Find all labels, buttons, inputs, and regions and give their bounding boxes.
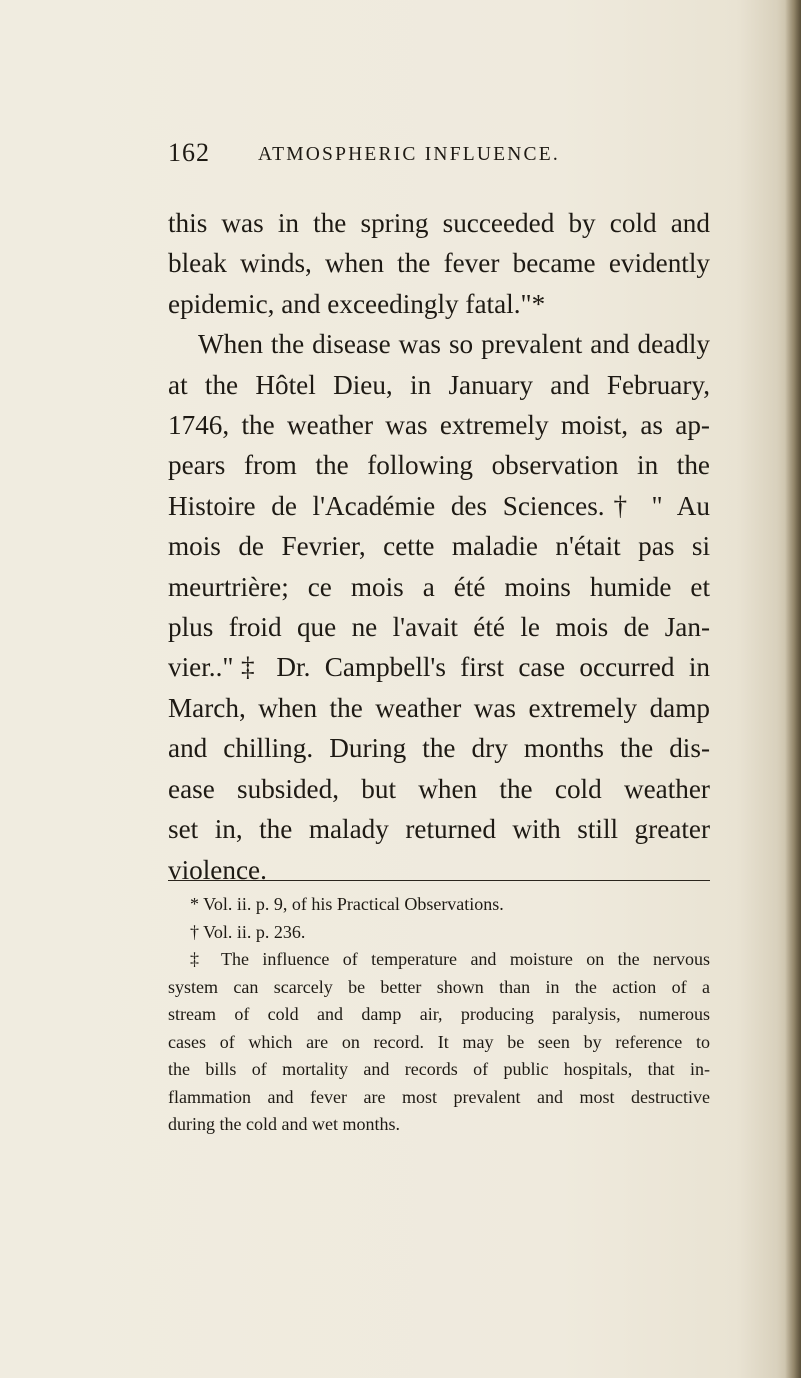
body-line: this was in the spring succeeded by cold and (168, 208, 710, 238)
footnote-line: the bills of mortality and records of public hospitals, that in- (168, 1059, 710, 1079)
page-number: 162 (168, 138, 210, 167)
footnote-line: cases of which are on record. It may be seen by reference to (168, 1031, 710, 1052)
footnote-line: flammation and fever are most prevalent and most destructive (168, 1086, 710, 1107)
footnote-line: system can scarcely be better shown than in the action of a (168, 976, 710, 997)
body-line: set in, the malady returned with still greater (168, 814, 710, 845)
footnote-line: ‡ The influence of temperature and moisture on the nervous (190, 949, 710, 969)
footnote-line: during the cold and wet months. (168, 1114, 400, 1134)
body-line: mois de Fevrier, cette maladie n'était pas si (168, 531, 710, 562)
body-line: Histoire de l'Académie des Sciences.† " Au (168, 490, 710, 521)
body-line: pears from the following observation in the (168, 450, 710, 481)
running-head: ATMOSPHERIC INFLUENCE. (258, 144, 560, 165)
body-line: and chilling. During the dry months the dis- (168, 733, 710, 764)
page-edge-shadow (785, 0, 801, 1378)
body-line: bleak winds, when the fever became evidently (168, 248, 710, 279)
body-line: ease subsided, but when the cold weather (168, 773, 710, 804)
footnote-line: † Vol. ii. p. 236. (190, 921, 306, 942)
body-line: epidemic, and exceedingly fatal."* (168, 288, 546, 319)
body-line: plus froid que ne l'avait été le mois de Jan- (168, 612, 710, 643)
body-line: When the disease was so prevalent and deadly (198, 329, 710, 360)
body-line: violence. (168, 854, 267, 885)
body-line: 1746, the weather was extremely moist, as ap- (168, 410, 710, 441)
body-line: at the Hôtel Dieu, in January and February, (168, 369, 710, 400)
body-text (168, 203, 710, 890)
footnote-line: * Vol. ii. p. 9, of his Practical Observations. (190, 894, 504, 914)
body-line: vier.."‡ Dr. Campbell's first case occurred in (168, 652, 710, 683)
footnote-divider (168, 880, 710, 881)
body-line: meurtrière; ce mois a été moins humide et (168, 571, 710, 602)
page-header (168, 138, 728, 178)
body-line: March, when the weather was extremely damp (168, 692, 710, 723)
footnotes (168, 891, 710, 1139)
footnote-line: stream of cold and damp air, producing paralysis, numerous (168, 1004, 710, 1024)
